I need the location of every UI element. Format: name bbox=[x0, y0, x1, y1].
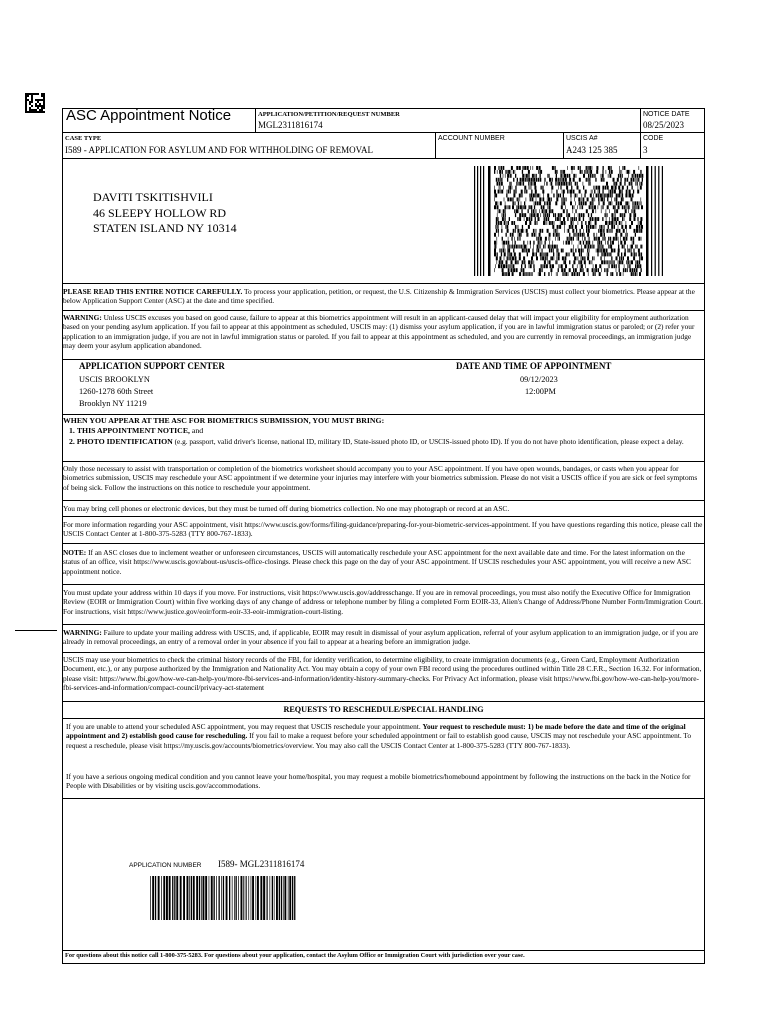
recipient-city: STATEN ISLAND NY 10314 bbox=[93, 221, 237, 235]
app-number-label: APPLICATION/PETITION/REQUEST NUMBER bbox=[258, 111, 400, 118]
bring-item-1: 1. THIS APPOINTMENT NOTICE, and bbox=[69, 426, 204, 435]
appointment-date: 09/12/2023 bbox=[520, 375, 558, 384]
appointment-date-heading: DATE AND TIME OF APPOINTMENT bbox=[456, 361, 612, 371]
warning-bold: WARNING: bbox=[63, 313, 102, 322]
more-info-paragraph: For more information regarding your ASC appointment, visit https://www.uscis.gov/forms/filing-guidance/preparing-for-your-biometric-services-appointment. If you have questions regarding this notice, please call the USCIS Contact Center at 1-800-375-5283 (TTY 800-767-1833). bbox=[63, 520, 703, 539]
warning-text: Unless USCIS excuses you based on good cause, failure to appear at this biometrics appointment will result in an applicant-caused delay that will impact your eligibility for employment authorization based on your pending asylum application. If you fail to appear at this appointment as scheduled, USCIS may: (1) dismiss your asylum application, if you are in lawful immigration status or paroled; or (2) refer your application to an immigration judge, if you are not in lawful immigration status or paroled. If you fail to appear at this appointment as scheduled, and you are currently in removal proceedings, an immigration judge may deem your asylum application abandoned. bbox=[63, 313, 695, 351]
warning-paragraph bbox=[63, 313, 703, 351]
bring-item-1-bold: THIS APPOINTMENT NOTICE, bbox=[76, 426, 190, 435]
bring-item-2: 2. PHOTO IDENTIFICATION (e.g. passport, valid driver's license, national ID, military ID, State-issued photo ID, or USCIS-issued photo ID). If you do not have photo identification, please expect a delay. bbox=[69, 437, 684, 446]
footer-text: For questions about this notice call 1-800-375-5283. For questions about your application, contact the Asylum Office or Immigration Court with jurisdiction over your case. bbox=[65, 952, 525, 959]
bring-item-2-bold: PHOTO IDENTIFICATION bbox=[76, 437, 173, 446]
address-change-paragraph: You must update your address within 10 days if you move. For instructions, visit https://www.uscis.gov/addresschange. If you are in removal proceedings, you must also notify the Executive Office for Immigration Review (EOIR or Immigration Court) within five working days of any change of address or telephone number by filing a completed Form EOIR-33, Alien's Change of Address/Phone Number Form/Immigration Court. For instructions, visit https://www.justice.gov/eoir/form-eoir-33-eoir-immigration-court-listing. bbox=[63, 588, 703, 616]
asc-heading: APPLICATION SUPPORT CENTER bbox=[79, 361, 225, 371]
case-type-label: CASE TYPE bbox=[65, 135, 102, 142]
fold-mark bbox=[15, 630, 57, 631]
asc-name: USCIS BROOKLYN bbox=[79, 375, 150, 384]
biometrics-use-paragraph: USCIS may use your biometrics to check the criminal history records of the FBI, for identity verification, to determine eligibility, to create immigration documents (e.g., Green Card, Employment Authorization Document, etc.), or any purpose authorized by the Immigration and Nationality Act. You may obtain a copy of your own FBI record using the procedures outlined within Title 28 C.F.R., Section 16.32. For information, please visit: https://www.fbi.gov/how-we-can-help-you/more-fbi-services-and-information/identity-history-summary-checks. For Privacy Act information, please visit https://www.fbi.gov/how-we-can-help-you/more-fbi-services-and-information/compact-council/privacy-act-statement bbox=[63, 655, 702, 693]
code: 3 bbox=[643, 145, 648, 155]
datamatrix-code bbox=[25, 93, 45, 113]
notice-date: 08/25/2023 bbox=[643, 120, 685, 130]
asc-details bbox=[79, 374, 153, 410]
intro-paragraph bbox=[63, 287, 703, 306]
code-label: CODE bbox=[643, 135, 664, 142]
recipient-address bbox=[93, 190, 237, 237]
appointment-time: 12:00PM bbox=[525, 387, 556, 396]
recipient-name: DAVITI TSKITISHVILI bbox=[93, 190, 213, 204]
devices-paragraph: You may bring cell phones or electronic devices, but they must be turned off during biometrics collection. No one may photograph or record at an ASC. bbox=[63, 504, 510, 513]
reschedule-paragraph: If you are unable to attend your scheduled ASC appointment, you may request that USCIS reschedule your appointment. Your request to reschedule must: 1) be made before the date and time of the original appointment and 2) establish good cause for rescheduling. If you fail to make a request before your scheduled appointment or fail to establish good cause, USCIS may not reschedule your ASC appointment. To request a reschedule, please visit https://my.uscis.gov/accounts/biometrics/overview. You may also call the USCIS Contact Center at 1-800-375-5283 (TTY 800-767-1833). bbox=[66, 722, 692, 750]
application-number-label: APPLICATION NUMBER bbox=[129, 862, 202, 869]
notice-date-label: NOTICE DATE bbox=[643, 111, 690, 118]
reschedule-heading: REQUESTS TO RESCHEDULE/SPECIAL HANDLING bbox=[283, 705, 484, 714]
uscis-number-label: USCIS A# bbox=[566, 135, 598, 142]
intro-text: To process your application, petition, or request, the U.S. Citizenship & Immigration Services (USCIS) must collect your biometrics. Please appear at the below Application Support Center (ASC) at the date and time specified. bbox=[63, 287, 695, 306]
case-type: I589 - APPLICATION FOR ASYLUM AND FOR WITHHOLDING OF REMOVAL bbox=[65, 145, 373, 155]
warning2-paragraph: WARNING: Failure to update your mailing address with USCIS, and, if applicable, EOIR may result in dismissal of your asylum application, referral of your asylum application to an immigration judge, or if you are already in removal proceedings, an entry of a removal order in your absence if you fail to appear at a hearing before an immigration judge. bbox=[63, 628, 699, 647]
notice-title: ASC Appointment Notice bbox=[66, 107, 232, 124]
uscis-number: A243 125 385 bbox=[566, 145, 618, 155]
application-number-value: I589- MGL2311816174 bbox=[218, 859, 305, 869]
asc-city: Brooklyn NY 11219 bbox=[79, 399, 147, 408]
application-number-barcode bbox=[150, 876, 298, 920]
pdf417-barcode bbox=[474, 166, 664, 276]
note-paragraph: NOTE: If an ASC closes due to inclement weather or unforeseen circumstances, USCIS will automatically reschedule your ASC appointment for the next available date and time. For the latest information on the status of an office, visit https://www.uscis.gov/about-us/uscis-office-closings. Please check this page on the day of your ASC appointment. If USCIS reschedules your ASC appointment, you will receive a new ASC appointment notice. bbox=[63, 548, 691, 576]
asc-street: 1260-1278 60th Street bbox=[79, 387, 154, 396]
account-number-label: ACCOUNT NUMBER bbox=[438, 135, 505, 142]
intro-bold: PLEASE READ THIS ENTIRE NOTICE CAREFULLY. bbox=[63, 287, 243, 296]
companion-paragraph: Only those necessary to assist with transportation or completion of the biometrics worksheet should accompany you to your ASC appointment. If you have open wounds, bandages, or casts when you appear for biometrics submission, USCIS may reschedule your ASC appointment if we determine your injuries may interfere with your biometrics submission. Please do not visit a USCIS office if you are sick or feel symptoms of being sick. Follow the instructions on this notice to reschedule your appointment. bbox=[63, 464, 698, 492]
medical-paragraph: If you have a serious ongoing medical condition and you cannot leave your home/hospital, you may request a mobile biometrics/homebound appointment by following the instructions on the back in the Notice for People with Disabilities or by visiting uscis.gov/accommodations. bbox=[66, 772, 691, 791]
recipient-street: 46 SLEEPY HOLLOW RD bbox=[93, 205, 226, 220]
bring-heading: WHEN YOU APPEAR AT THE ASC FOR BIOMETRICS SUBMISSION, YOU MUST BRING: bbox=[63, 416, 385, 425]
app-number: MGL2311816174 bbox=[258, 120, 323, 130]
